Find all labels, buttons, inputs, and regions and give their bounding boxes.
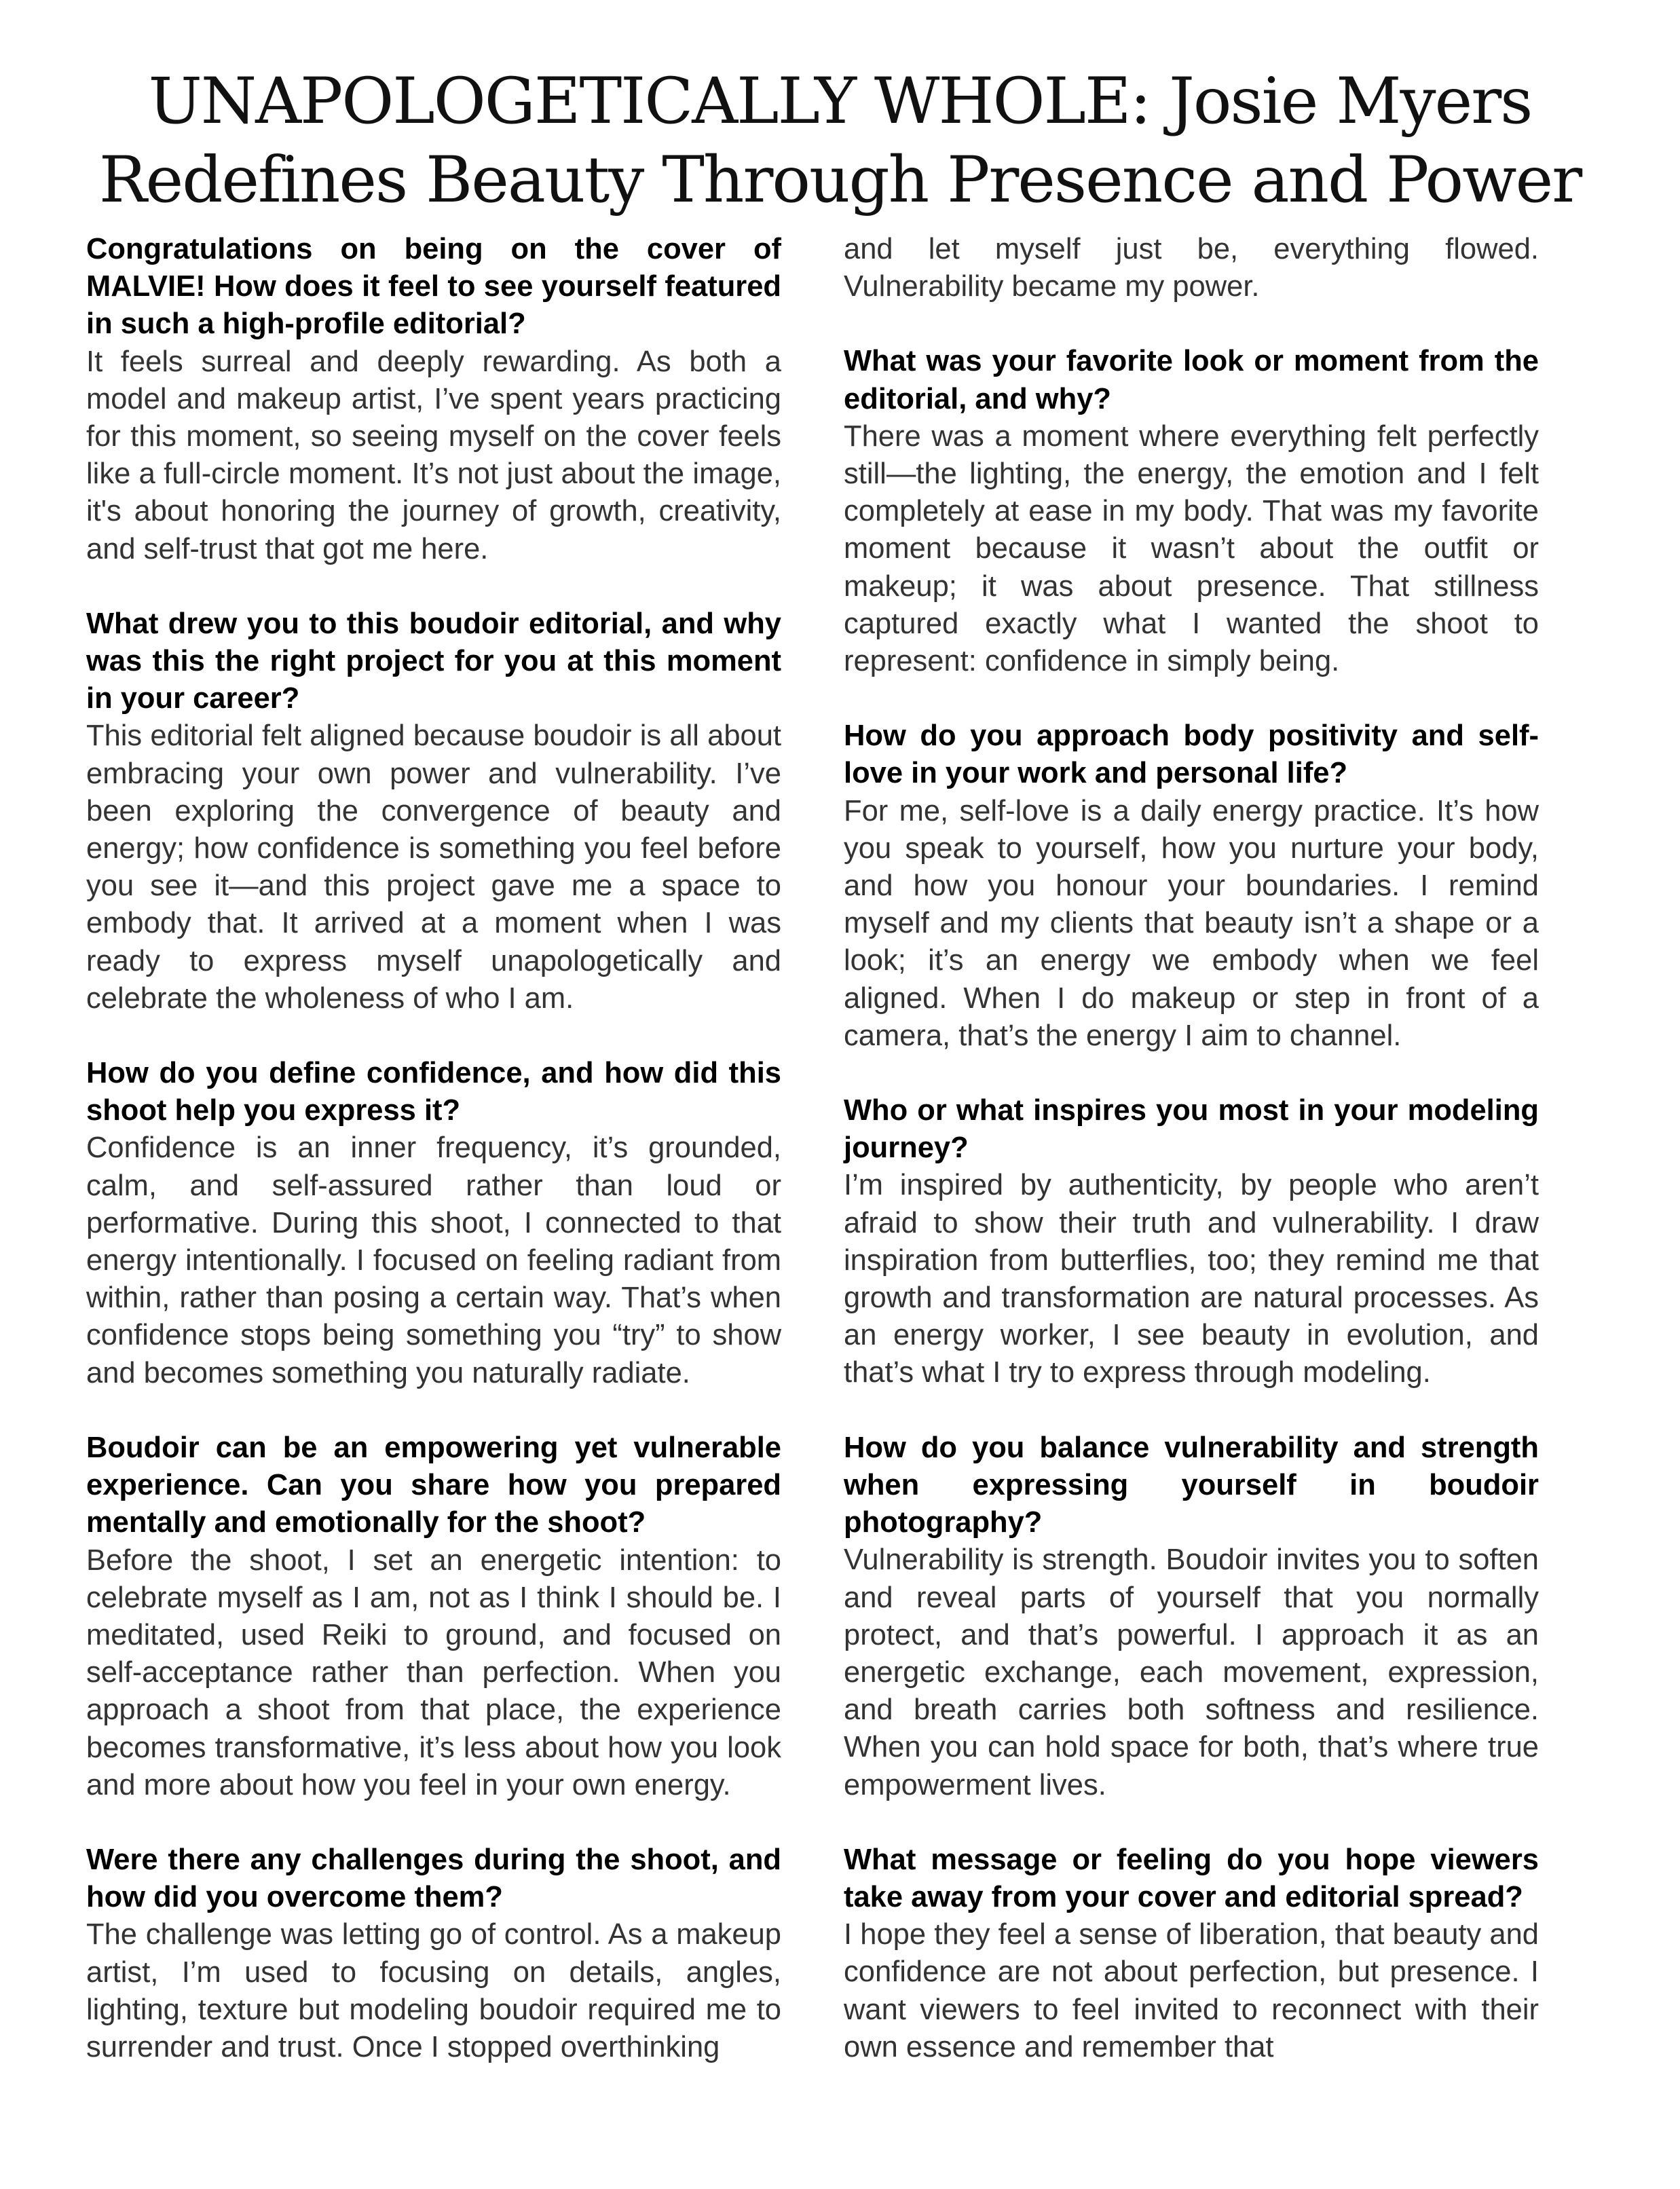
answer: Before the shoot, I set an energetic intention: to celebrate myself as I am, not as I think I should be. I meditated, used Reiki to ground, and focused on self-acceptance rather than perfection. When you approach a shoot from that place, the experience becomes transformative, it’s less about how you look and more about how you feel in your own energy.	[86, 1543, 781, 1801]
continued-answer: and let myself just be, everything flowed. Vulnerability became my power.	[844, 233, 1539, 303]
question: What message or feeling do you hope viewers take away from your cover and editorial spread?	[844, 1843, 1539, 1913]
answer: Vulnerability is strength. Boudoir invites you to soften and reveal parts of yourself that you normally protect, and that’s powerful. I approach it as an energetic exchange, each movement, expression, and breath carries both softness and resilience. When you can hold space for both, that’s where true empowerment lives.	[844, 1543, 1539, 1801]
qa-block	[86, 605, 781, 1017]
qa-block	[844, 343, 1539, 680]
question: Who or what inspires you most in your modeling journey?	[844, 1094, 1539, 1165]
title-line-2: Redefines Beauty Through Presence and Power	[98, 143, 1582, 217]
answer: There was a moment where everything felt perfectly still—the lighting, the energy, the emotion and I felt completely at ease in my body. That was my favorite moment because it wasn’t about the outfit or makeup; it was about presence. That stillness captured exactly what I wanted the shoot to represent: confidence in simply being.	[844, 419, 1539, 678]
answer: Confidence is an inner frequency, it’s grounded, calm, and self-assured rather than loud or performative. During this shoot, I connected to that energy intentionally. I focused on feeling radiant from within, rather than posing a certain way. That’s when confidence stops being something you “try” to show and becomes something you naturally radiate.	[86, 1131, 781, 1389]
question: How do you define confidence, and how did this shoot help you express it?	[86, 1057, 781, 1127]
qa-block	[844, 1429, 1539, 1804]
answer: For me, self-love is a daily energy practice. It’s how you speak to yourself, how you nurture your body, and how you honour your boundaries. I remind myself and my clients that beauty isn’t a shape or a look; it’s an energy we embody when we feel aligned. When I do makeup or step in front of a camera, that’s the energy I aim to channel.	[844, 794, 1539, 1052]
question: Boudoir can be an empowering yet vulnerable experience. Can you share how you prepared mentally and emotionally for the shoot?	[86, 1431, 781, 1539]
qa-block	[844, 1841, 1539, 2066]
answer: I’m inspired by authenticity, by people who aren’t afraid to show their truth and vulnerability. I draw inspiration from butterflies, too; they remind me that growth and transformation are natural processes. As an energy worker, I see beauty in evolution, and that’s what I try to express through modeling.	[844, 1169, 1539, 1389]
continuation-block	[844, 231, 1539, 305]
article-title	[54, 62, 1626, 220]
question: What drew you to this boudoir editorial, and why was this the right project for you at this moment in your career?	[86, 607, 781, 715]
qa-block	[86, 231, 781, 568]
question: How do you balance vulnerability and strength when expressing yourself in boudoir photography?	[844, 1431, 1539, 1539]
right-column	[844, 231, 1539, 2103]
qa-block	[86, 1055, 781, 1392]
qa-block	[844, 1092, 1539, 1392]
question: Were there any challenges during the shoot, and how did you overcome them?	[86, 1843, 781, 1914]
left-column	[86, 231, 781, 2103]
question: What was your favorite look or moment from the editorial, and why?	[844, 345, 1539, 415]
qa-block	[86, 1841, 781, 2066]
question: How do you approach body positivity and self-love in your work and personal life?	[844, 719, 1539, 790]
answer: The challenge was letting go of control. As a makeup artist, I’m used to focusing on details, angles, lighting, texture but modeling boudoir required me to surrender and trust. Once I stopped overthinking	[86, 1918, 781, 2063]
answer: It feels surreal and deeply rewarding. As both a model and makeup artist, I’ve spent years practicing for this moment, so seeing myself on the cover feels like a full-circle moment. It’s not just about the image, it's about honoring the journey of growth, creativity, and self-trust that got me here.	[86, 345, 781, 565]
qa-block	[86, 1429, 781, 1804]
answer: I hope they feel a sense of liberation, that beauty and confidence are not about perfection, but presence. I want viewers to feel invited to reconnect with their own essence and remember that	[844, 1918, 1539, 2063]
answer: This editorial felt aligned because boudoir is all about embracing your own power and vulnerability. I’ve been exploring the convergence of beauty and energy; how confidence is something you feel before you see it—and this project gave me a space to embody that. It arrived at a moment when I was ready to express myself unapologetically and celebrate the wholeness of who I am.	[86, 719, 781, 1015]
title-line-1: UNAPOLOGETICALLY WHOLE: Josie Myers	[148, 64, 1532, 138]
question: Congratulations on being on the cover of MALVIE! How does it feel to see yourself featured in such a high-profile editorial?	[86, 233, 781, 341]
qa-block	[844, 717, 1539, 1055]
